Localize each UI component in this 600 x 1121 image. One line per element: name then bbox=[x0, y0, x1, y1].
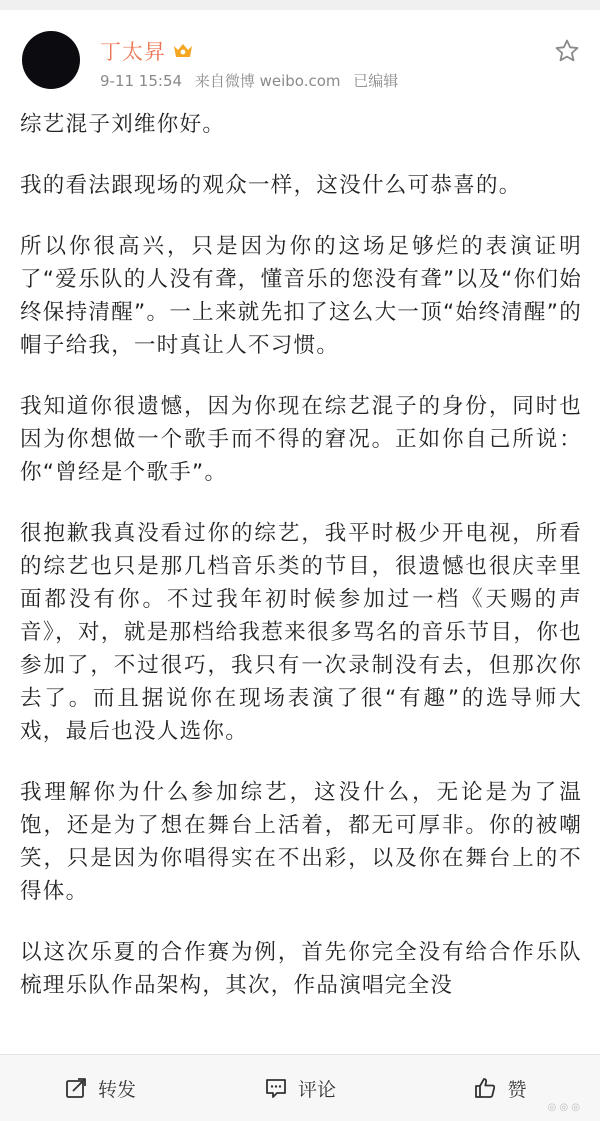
vip-crown-icon bbox=[172, 42, 194, 60]
post-paragraph: 我的看法跟现场的观众一样，这没什么可恭喜的。 bbox=[20, 173, 522, 198]
edited-label[interactable]: 已编辑 bbox=[353, 72, 399, 90]
star-outline-icon[interactable] bbox=[554, 38, 580, 64]
post-source[interactable]: 来自微博 weibo.com bbox=[194, 72, 341, 90]
post-paragraph: 很抱歉我真没看过你的综艺，我平时极少开电视，所看的综艺也只是那几档音乐类的节目，很遗憾也很庆幸里面都没有你。不过我年初时候参加过一档《天赐的声音》，对，就是那档给我惹来很多骂名的音乐节目，你也参加了，不过很巧，我只有一次录制没有去，但那次你去了。而且据说你在现场表演了很“有趣”的选导师大戏，最后也没人选你。 bbox=[20, 521, 582, 744]
post-header bbox=[0, 10, 600, 100]
post-paragraph: 我知道你很遗憾，因为你现在综艺混子的身份，同时也因为你想做一个歌手而不得的窘况。正如你自己所说：你“曾经是个歌手”。 bbox=[20, 394, 582, 485]
content-fade bbox=[0, 1030, 600, 1054]
repost-label: 转发 bbox=[97, 1078, 136, 1101]
post-timestamp: 9-11 15:54 bbox=[100, 72, 183, 90]
username[interactable]: 丁太昇 bbox=[100, 40, 166, 64]
post-paragraph: 以这次乐夏的合作赛为例，首先你完全没有给合作乐队梳理乐队作品架构，其次，作品演唱完全没 bbox=[20, 940, 582, 998]
post-paragraph: 所以你很高兴，只是因为你的这场足够烂的表演证明了“爱乐队的人没有聋，懂音乐的您没有聋”以及“你们始终保持清醒”。一上来就先扣了这么大一顶“始终清醒”的帽子给我，一时真让人不习惯。 bbox=[20, 234, 582, 358]
avatar[interactable] bbox=[22, 31, 80, 89]
post-paragraph: 我理解你为什么参加综艺，这没什么，无论是为了温饱，还是为了想在舞台上活着，都无可厚非。你的被嘲笑，只是因为你唱得实在不出彩，以及你在舞台上的不得体。 bbox=[20, 780, 582, 904]
like-label: 赞 bbox=[507, 1078, 527, 1101]
action-bar bbox=[0, 1054, 600, 1121]
thumbs-up-icon bbox=[473, 1076, 497, 1100]
repost-button[interactable] bbox=[0, 1055, 200, 1121]
name-row bbox=[100, 36, 194, 66]
watermark: ◎ ◎ ◎ bbox=[547, 1102, 580, 1113]
comment-button[interactable] bbox=[200, 1055, 400, 1121]
post-body bbox=[20, 108, 582, 1050]
top-strip bbox=[0, 0, 600, 10]
comment-label: 评论 bbox=[297, 1078, 336, 1101]
post-meta bbox=[100, 70, 406, 91]
comment-icon bbox=[264, 1076, 288, 1100]
share-icon bbox=[64, 1076, 88, 1100]
post-paragraph: 综艺混子刘维你好。 bbox=[20, 112, 226, 137]
